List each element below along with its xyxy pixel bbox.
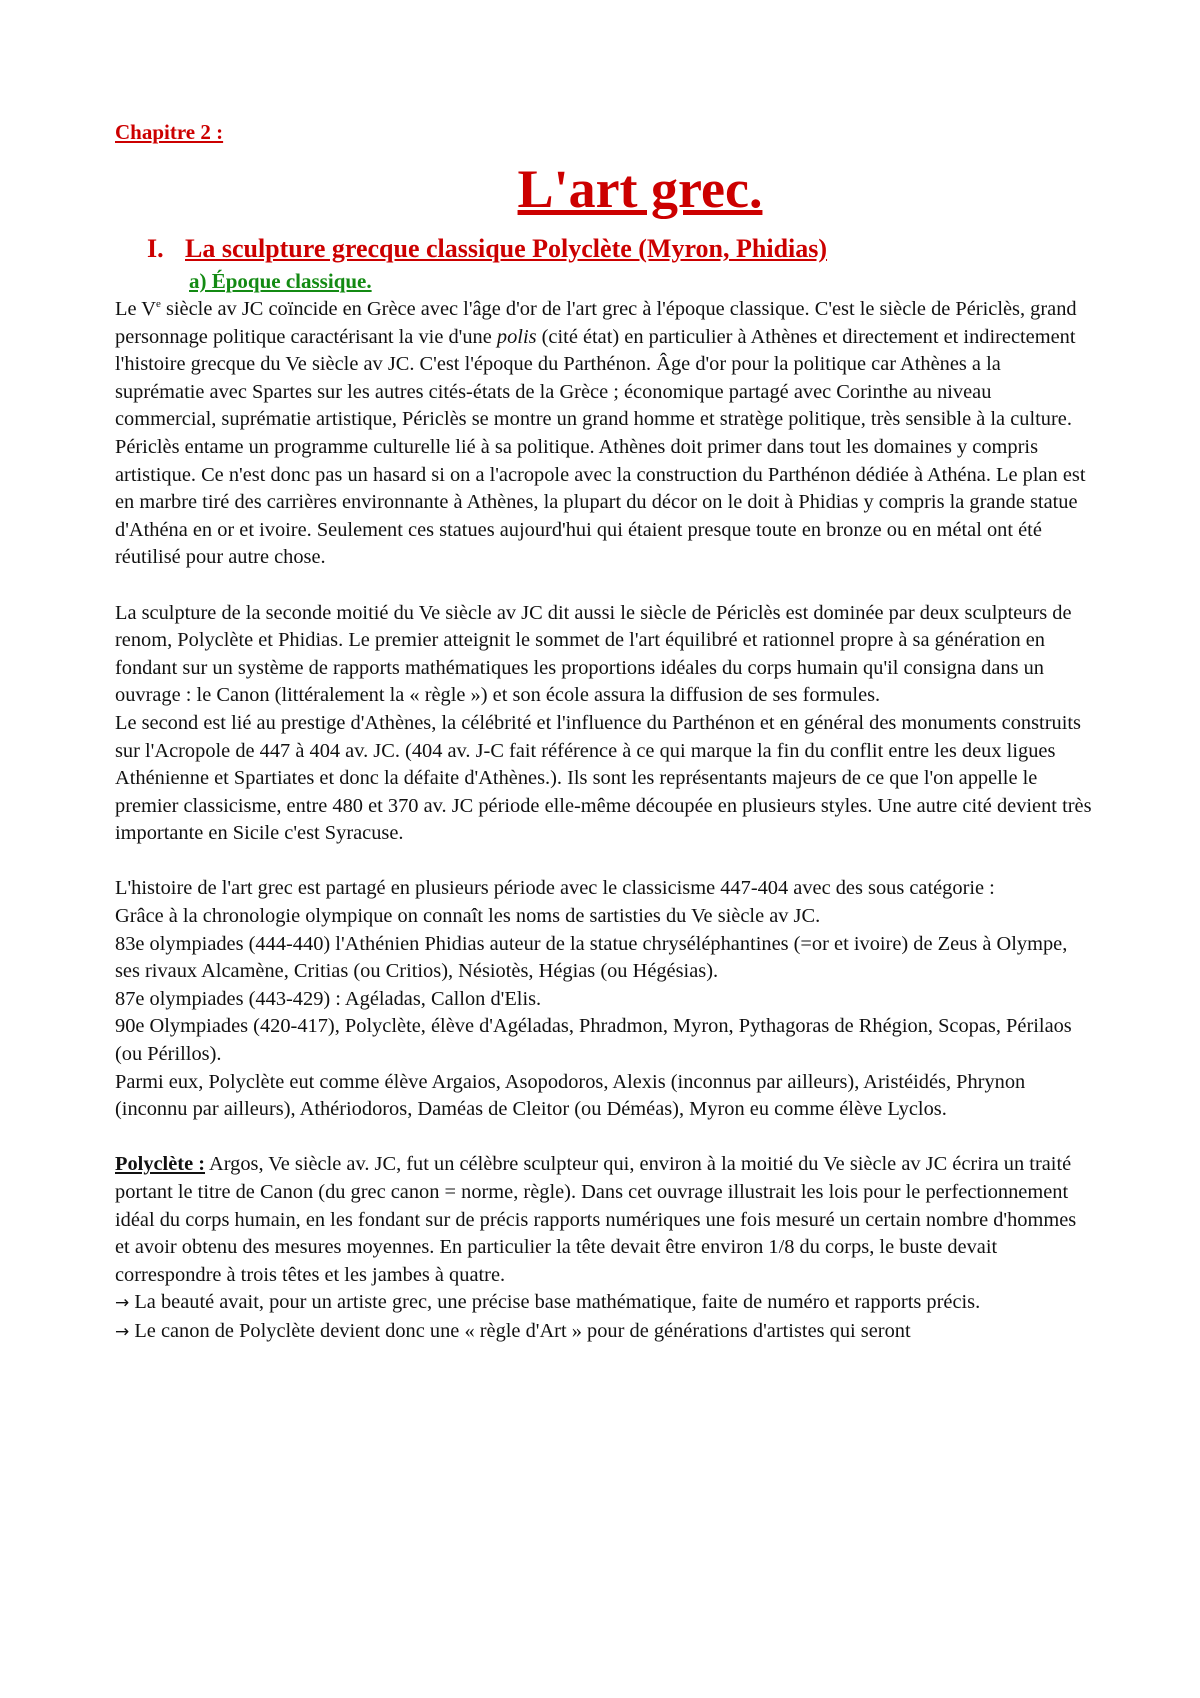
paragraph-83e: 83e olympiades (444-440) l'Athénien Phidias auteur de la statue chryséléphantines (=or et ivoire) de Zeus à Olympe, ses rivaux Alcamène, Critias (ou Critios), Nésiotès, Hégias (ou Hégésias). xyxy=(115,932,1068,983)
section-number: I. xyxy=(147,234,164,263)
text-run: (cité état) en particulier à Athènes et directement et indirectement l'histoire grecque du Ve siècle av JC. C'est l'époque du Parthénon. Âge d'or pour la politique car Athènes a la suprématie avec Spartes sur les autres cités-états de la Grèce ; économique partagé avec Corinthe au niveau commercial, suprématie artistique, Périclès se montre un grand homme et stratège politique, très sensible à la culture. Périclès entame un programme culturelle lié à sa politique. Athènes doit primer dans tout les domaines y compris artistique. Ce n'est donc pas un hasard si on a l'acropole avec la construction du Parthénon dédiée à Athéna. Le plan est en marbre tiré des carrières environnante à Athènes, la plupart du décor on le doit à Phidias y compris la grande statue d'Athéna en or et ivoire. Seulement ces statues aujourd'hui qui étaient presque toute en bronze ou en métal ont été réutilisé pour autre chose. xyxy=(115,325,1086,569)
paragraph-90e: 90e Olympiades (420-417), Polyclète, élève d'Agéladas, Phradmon, Myron, Pythagoras de Rhégion, Scopas, Périlaos (ou Périllos). xyxy=(115,1015,1072,1066)
paragraph-intro xyxy=(115,296,1095,572)
paragraph-history: L'histoire de l'art grec est partagé en plusieurs période avec le classicisme 447-404 avec des sous catégorie : xyxy=(115,877,995,900)
paragraph-beauty xyxy=(115,1289,1095,1318)
section-title: La sculpture grecque classique Polyclète (Myron, Phidias) xyxy=(185,234,828,263)
polyclete-label: Polyclète : xyxy=(115,1153,206,1176)
paragraph-students: Parmi eux, Polyclète eut comme élève Argaios, Asopodoros, Alexis (inconnus par ailleurs), Aristéidés, Phrynon (inconnu par ailleurs), Athériodoros, Daméas de Cleitor (ou Déméas), Myron eu comme élève Lyclos. xyxy=(115,1070,1026,1121)
chapter-label: Chapitre 2 : xyxy=(115,120,224,144)
text-run: siècle av JC coïncide en Grèce avec l'âge d'or de l'art grec à l'époque classique. C'est le siècle de Périclès, grand personnage politique caractérisant la vie d'une xyxy=(115,298,1077,348)
document-body xyxy=(115,116,1095,1347)
paragraph-second: Le second est lié au prestige d'Athènes, la célébrité et l'influence du Parthénon et en général des monuments construits sur l'Acropole de 447 à 404 av. JC. (404 av. J-C fait référence à ce qui marque la fin du conflit entre les deux ligues Athénienne et Spartiates et donc la défaite d'Athènes.). Ils sont les représentants majeurs de ce que l'on appelle le premier classicisme, entre 480 et 370 av. JC période elle-même découpée en plusieurs styles. Une autre cité devient très importante en Sicile c'est Syracuse. xyxy=(115,711,1092,845)
arrow-icon: → xyxy=(115,1293,130,1314)
paragraph-87e: 87e olympiades (443-429) : Agéladas, Callon d'Elis. xyxy=(115,987,542,1010)
arrow-icon: → xyxy=(115,1321,130,1342)
section-heading xyxy=(147,232,1095,266)
text-run: Argos, Ve siècle av. JC, fut un célèbre sculpteur qui, environ à la moitié du Ve siècle av JC écrira un traité portant le titre de Canon (du grec canon = norme, règle). Dans cet ouvrage illustrait les lois pour le perfectionnement idéal du corps humain, en les fondant sur de précis rapports numériques une fois mesuré un certain nombre d'hommes et avoir obtenu des mesures moyennes. En particulier la tête devait être environ 1/8 du corps, le buste devait correspondre à trois têtes et les jambes à quatre. xyxy=(115,1153,1077,1286)
italic-term: polis xyxy=(496,325,537,348)
text-run: La beauté avait, pour un artiste grec, une précise base mathématique, faite de numéro et rapports précis. xyxy=(129,1291,981,1314)
page-title: L'art grec. xyxy=(517,159,763,219)
subsection-heading: a) Époque classique. xyxy=(189,269,372,293)
paragraph-sculpture: La sculpture de la seconde moitié du Ve siècle av JC dit aussi le siècle de Périclès est dominée par deux sculpteurs de renom, Polyclète et Phidias. Le premier atteignit le sommet de l'art équilibré et rationnel propre à sa génération en fondant sur un système de rapports mathématiques les proportions idéales du corps humain qu'il consigna dans un ouvrage : le Canon (littéralement la « règle ») et son école assura la diffusion de ses formules. xyxy=(115,601,1072,707)
text-run: Le canon de Polyclète devient donc une « règle d'Art » pour de générations d'artistes qui seront xyxy=(129,1319,911,1342)
paragraph-chronology: Grâce à la chronologie olympique on connaît les noms de sartisties du Ve siècle av JC. xyxy=(115,905,821,928)
text-run: Le V xyxy=(115,298,156,320)
paragraph-polyclete xyxy=(115,1151,1095,1289)
superscript: e xyxy=(155,298,161,311)
paragraph-canon xyxy=(115,1318,1095,1347)
